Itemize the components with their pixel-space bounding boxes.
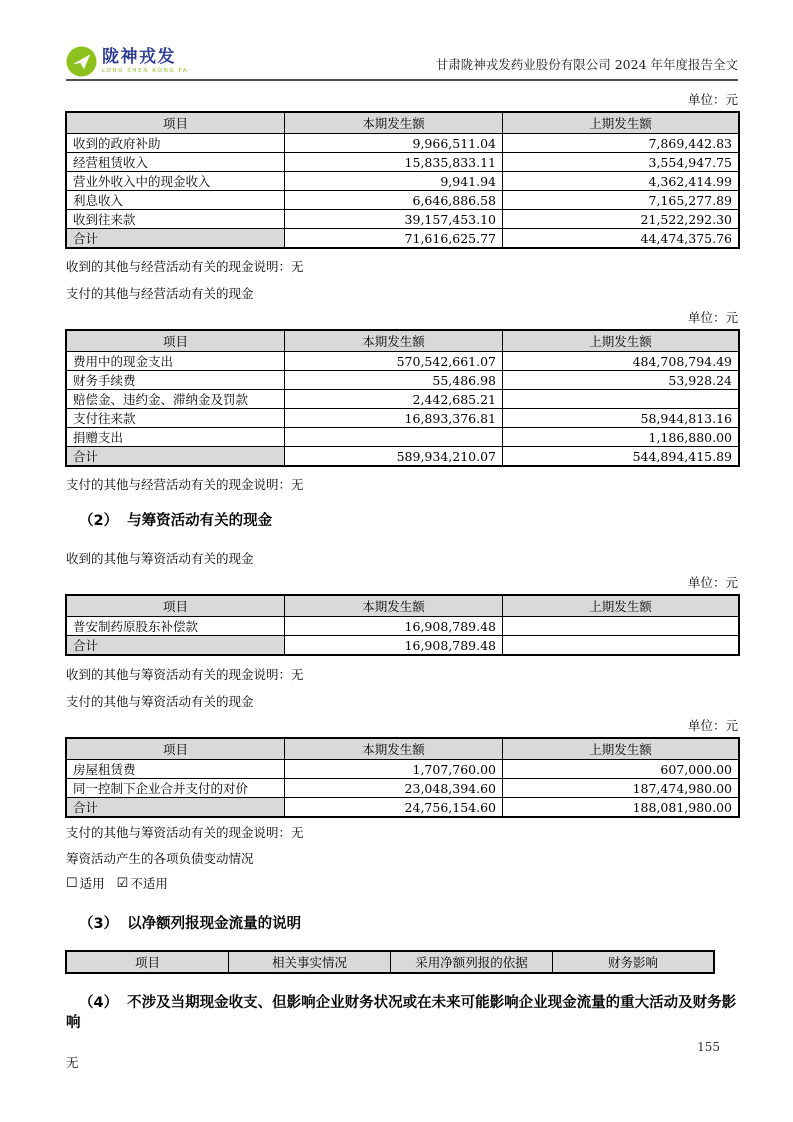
cell-current: 589,934,210.07 bbox=[285, 447, 503, 466]
table-row bbox=[67, 191, 739, 210]
table-row bbox=[67, 760, 739, 779]
table-total-row bbox=[67, 636, 739, 655]
unit-label: 单位：元 bbox=[687, 718, 738, 733]
cell-current: 570,542,661.07 bbox=[285, 352, 503, 371]
table-other-financing-cash-received bbox=[66, 595, 739, 655]
cell-prior: 21,522,292.30 bbox=[503, 210, 739, 229]
cell-prior: 544,894,415.89 bbox=[503, 447, 739, 466]
cell-current: 1,707,760.00 bbox=[285, 760, 503, 779]
table-row bbox=[67, 172, 739, 191]
applicability-row bbox=[66, 874, 738, 892]
cell-prior: 188,081,980.00 bbox=[503, 798, 739, 817]
col-header-current: 本期发生额 bbox=[285, 331, 503, 352]
col-header-item: 项目 bbox=[67, 331, 285, 352]
table-header-row bbox=[67, 113, 739, 134]
col-header-item: 项目 bbox=[67, 739, 285, 760]
cell-item: 经营租赁收入 bbox=[67, 153, 285, 172]
table-row bbox=[67, 390, 739, 409]
table-row bbox=[67, 779, 739, 798]
cell-item: 营业外收入中的现金收入 bbox=[67, 172, 285, 191]
col-header-current: 本期发生额 bbox=[285, 596, 503, 617]
note-operating-out-title: 支付的其他与经营活动有关的现金 bbox=[66, 286, 254, 301]
col-header-prior: 上期发生额 bbox=[503, 331, 739, 352]
col-header-prior: 上期发生额 bbox=[503, 739, 739, 760]
page-header bbox=[66, 0, 738, 81]
cell-item: 利息收入 bbox=[67, 191, 285, 210]
cell-item: 财务手续费 bbox=[67, 371, 285, 390]
cell-prior bbox=[503, 617, 739, 636]
cell-prior: 58,944,813.16 bbox=[503, 409, 739, 428]
cell-current: 15,835,833.11 bbox=[285, 153, 503, 172]
table-total-row bbox=[67, 798, 739, 817]
note-liability-changes: 筹资活动产生的各项负债变动情况 bbox=[66, 851, 254, 866]
cell-prior bbox=[503, 390, 739, 409]
table-net-presentation bbox=[66, 951, 714, 973]
cell-current: 55,486.98 bbox=[285, 371, 503, 390]
note-financing-in-title: 收到的其他与筹资活动有关的现金 bbox=[66, 551, 254, 566]
heading-number: （3） bbox=[79, 916, 119, 932]
col-header-facts: 相关事实情况 bbox=[229, 952, 391, 973]
table-row bbox=[67, 352, 739, 371]
table-row bbox=[67, 371, 739, 390]
cell-item: 普安制药原股东补偿款 bbox=[67, 617, 285, 636]
cell-current: 39,157,453.10 bbox=[285, 210, 503, 229]
cell-current: 24,756,154.60 bbox=[285, 798, 503, 817]
cell-item: 支付往来款 bbox=[67, 409, 285, 428]
col-header-item: 项目 bbox=[67, 113, 285, 134]
cell-prior: 1,186,880.00 bbox=[503, 428, 739, 447]
cell-item: 赔偿金、违约金、滞纳金及罚款 bbox=[67, 390, 285, 409]
cell-item: 合计 bbox=[67, 447, 285, 466]
heading-number: （4） bbox=[79, 995, 119, 1011]
col-header-current: 本期发生额 bbox=[285, 113, 503, 134]
cell-prior: 44,474,375.76 bbox=[503, 229, 739, 248]
cell-current: 9,941.94 bbox=[285, 172, 503, 191]
logo-text bbox=[102, 49, 188, 74]
cell-prior bbox=[503, 636, 739, 655]
section-heading-major-activities bbox=[66, 993, 738, 1033]
col-header-item: 项目 bbox=[67, 952, 229, 973]
col-header-item: 项目 bbox=[67, 596, 285, 617]
col-header-current: 本期发生额 bbox=[285, 739, 503, 760]
company-logo bbox=[66, 46, 188, 77]
cell-item: 捐赠支出 bbox=[67, 428, 285, 447]
note-operating-in: 收到的其他与经营活动有关的现金说明：无 bbox=[66, 259, 304, 274]
table-header-row bbox=[67, 739, 739, 760]
table-row bbox=[67, 617, 739, 636]
cell-prior: 7,165,277.89 bbox=[503, 191, 739, 210]
note-financing-out: 支付的其他与筹资活动有关的现金说明：无 bbox=[66, 825, 304, 840]
col-header-prior: 上期发生额 bbox=[503, 596, 739, 617]
cell-item: 收到的政府补助 bbox=[67, 134, 285, 153]
unit-label: 单位：元 bbox=[687, 575, 738, 590]
cell-prior: 484,708,794.49 bbox=[503, 352, 739, 371]
heading-number: （2） bbox=[79, 513, 119, 529]
table-other-financing-cash-paid bbox=[66, 738, 739, 817]
heading-title: 与筹资活动有关的现金 bbox=[127, 513, 273, 529]
col-header-basis: 采用净额列报的依据 bbox=[391, 952, 553, 973]
cell-item: 合计 bbox=[67, 229, 285, 248]
cell-current: 16,908,789.48 bbox=[285, 636, 503, 655]
table-row bbox=[67, 409, 739, 428]
note-none: 无 bbox=[66, 1055, 79, 1070]
table-total-row bbox=[67, 447, 739, 466]
table-row bbox=[67, 428, 739, 447]
applicable-label: 适用 bbox=[79, 876, 105, 891]
cell-item: 房屋租赁费 bbox=[67, 760, 285, 779]
cell-current: 16,893,376.81 bbox=[285, 409, 503, 428]
cell-current: 6,646,886.58 bbox=[285, 191, 503, 210]
cell-prior: 3,554,947.75 bbox=[503, 153, 739, 172]
heading-title: 不涉及当期现金收支、但影响企业财务状况或在未来可能影响企业现金流量的重大活动及财务影响 bbox=[66, 995, 737, 1031]
logo-bird-icon bbox=[66, 46, 97, 77]
checkbox-unchecked-icon: ☐ bbox=[66, 875, 78, 891]
cell-prior: 187,474,980.00 bbox=[503, 779, 739, 798]
cell-prior: 7,869,442.83 bbox=[503, 134, 739, 153]
logo-brand-cn: 陇神戎发 bbox=[102, 47, 176, 68]
table-other-operating-cash-received bbox=[66, 112, 739, 248]
cell-item: 合计 bbox=[67, 636, 285, 655]
heading-title: 以净额列报现金流量的说明 bbox=[127, 916, 302, 932]
table-row bbox=[67, 153, 739, 172]
note-financing-out-title: 支付的其他与筹资活动有关的现金 bbox=[66, 694, 254, 709]
cell-prior: 607,000.00 bbox=[503, 760, 739, 779]
section-heading-financing-cash bbox=[66, 511, 738, 531]
col-header-impact: 财务影响 bbox=[553, 952, 714, 973]
cell-current: 2,442,685.21 bbox=[285, 390, 503, 409]
table-header-row bbox=[67, 331, 739, 352]
table-total-row bbox=[67, 229, 739, 248]
table-other-operating-cash-paid bbox=[66, 330, 739, 466]
unit-label: 单位：元 bbox=[687, 92, 738, 107]
cell-current: 23,048,394.60 bbox=[285, 779, 503, 798]
cell-item: 费用中的现金支出 bbox=[67, 352, 285, 371]
table-header-row bbox=[67, 952, 714, 973]
note-financing-in: 收到的其他与筹资活动有关的现金说明：无 bbox=[66, 667, 304, 682]
cell-current bbox=[285, 428, 503, 447]
table-row bbox=[67, 210, 739, 229]
table-header-row bbox=[67, 596, 739, 617]
section-heading-net-presentation bbox=[66, 914, 738, 934]
cell-item: 同一控制下企业合并支付的对价 bbox=[67, 779, 285, 798]
table-row bbox=[67, 134, 739, 153]
cell-item: 合计 bbox=[67, 798, 285, 817]
cell-item: 收到往来款 bbox=[67, 210, 285, 229]
logo-brand-en: LONG SHEN RONG FA bbox=[102, 67, 189, 74]
col-header-prior: 上期发生额 bbox=[503, 113, 739, 134]
cell-current: 71,616,625.77 bbox=[285, 229, 503, 248]
note-operating-out: 支付的其他与经营活动有关的现金说明：无 bbox=[66, 477, 304, 492]
cell-current: 9,966,511.04 bbox=[285, 134, 503, 153]
cell-prior: 4,362,414.99 bbox=[503, 172, 739, 191]
cell-current: 16,908,789.48 bbox=[285, 617, 503, 636]
checkbox-checked-icon: ☑ bbox=[116, 875, 129, 891]
page-number: 155 bbox=[697, 1040, 720, 1054]
document-title: 甘肃陇神戎发药业股份有限公司 2024 年年度报告全文 bbox=[435, 57, 738, 72]
cell-prior: 53,928.24 bbox=[503, 371, 739, 390]
not-applicable-label: 不适用 bbox=[130, 876, 168, 891]
unit-label: 单位：元 bbox=[687, 310, 738, 325]
